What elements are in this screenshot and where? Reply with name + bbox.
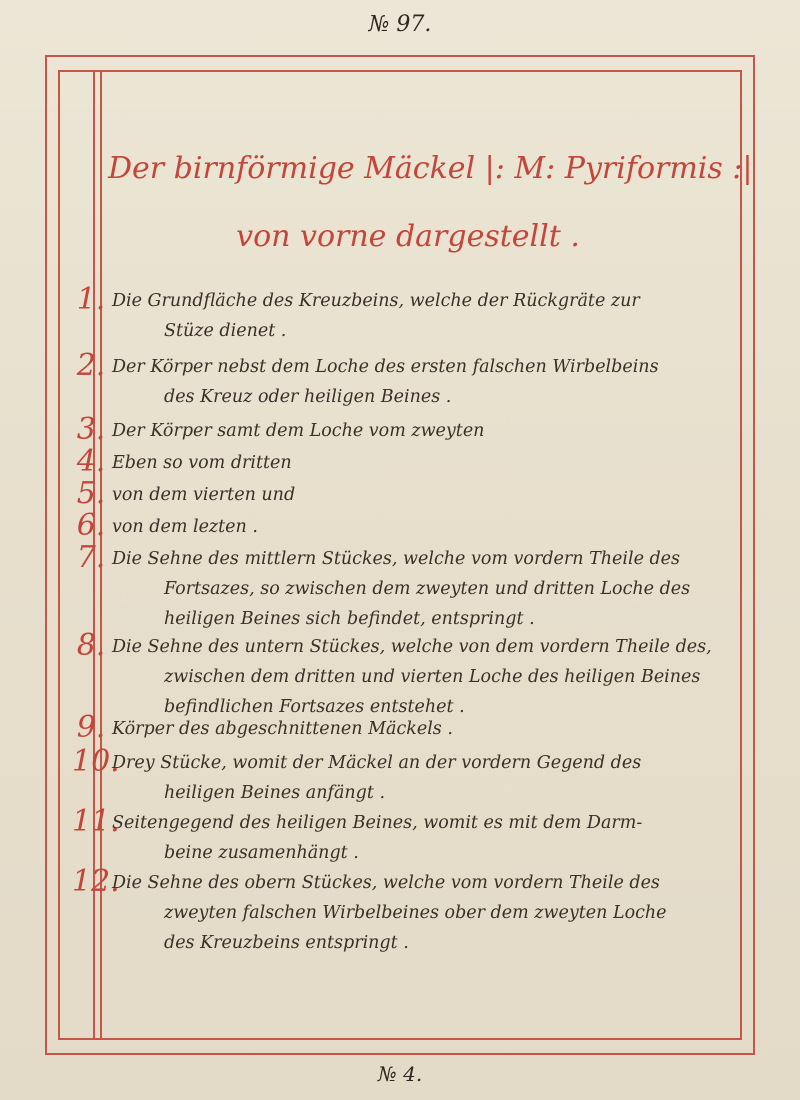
entry-line: Drey Stücke, womit der Mäckel an der vordern Gegend des: [112, 753, 642, 773]
entry-line: Fortsazes, so zwischen dem zweyten und dritten Loche des: [164, 579, 691, 599]
page-number-bottom: № 4.: [377, 1062, 423, 1086]
entry-line: zweyten falschen Wirbelbeines ober dem zweyten Loche: [164, 903, 667, 923]
entry-line: Die Grundfläche des Kreuzbeins, welche der Rückgräte zur: [112, 291, 640, 311]
entry-number-1: 1.: [76, 282, 106, 317]
entry-line: Seitengegend des heiligen Beines, womit es mit dem Darm-: [112, 813, 643, 833]
entry-number-6: 6.: [76, 508, 106, 543]
entry-text-10: [112, 748, 722, 808]
entry-line: Die Sehne des obern Stückes, welche vom vordern Theile des: [112, 873, 660, 893]
entry-line: Die Sehne des mittlern Stückes, welche vom vordern Theile des: [112, 549, 681, 569]
entry-text-9: [112, 714, 722, 744]
entry-number-2: 2.: [76, 348, 106, 383]
entry-line: befindlichen Fortsazes entstehet .: [164, 697, 465, 717]
entry-line: des Kreuz oder heiligen Beines .: [164, 387, 452, 407]
title-line-1: Der birnförmige Mäckel |: M: Pyriformis :|: [108, 151, 753, 186]
entry-number-5: 5.: [76, 476, 106, 511]
entry-text-12: [112, 868, 722, 958]
entry-line: Der Körper samt dem Loche vom zweyten: [112, 421, 485, 441]
entry-text-2: [112, 352, 722, 412]
entry-line: beine zusamenhängt .: [164, 843, 359, 863]
entry-text-3: [112, 416, 722, 446]
title-line-2: von vorne dargestellt .: [236, 219, 580, 254]
page-title: [108, 135, 753, 271]
entry-line: heiligen Beines anfängt .: [164, 783, 386, 803]
entry-number-12: 12.: [72, 864, 120, 899]
entry-text-5: [112, 480, 722, 510]
entry-text-1: [112, 286, 722, 346]
entry-line: Stüze dienet .: [164, 321, 287, 341]
entry-text-4: [112, 448, 722, 478]
entry-line: Eben so vom dritten: [112, 453, 292, 473]
entry-line: des Kreuzbeins entspringt .: [164, 933, 409, 953]
entry-number-7: 7.: [76, 540, 106, 575]
entry-line: von dem vierten und: [112, 485, 296, 505]
entry-text-11: [112, 808, 722, 868]
entry-number-11: 11.: [72, 804, 120, 839]
entry-text-6: [112, 512, 722, 542]
entry-text-7: [112, 544, 722, 634]
entry-line: Körper des abgeschnittenen Mäckels .: [112, 719, 453, 739]
entry-line: von dem lezten .: [112, 517, 258, 537]
entry-line: zwischen dem dritten und vierten Loche des heiligen Beines: [164, 667, 701, 687]
entry-text-8: [112, 632, 722, 722]
entry-number-3: 3.: [76, 412, 106, 447]
entry-line: heiligen Beines sich befindet, entspringt .: [164, 609, 535, 629]
page-number-top: № 97.: [368, 12, 432, 37]
entry-number-9: 9.: [76, 710, 106, 745]
entry-number-8: 8.: [76, 628, 106, 663]
entry-line: Die Sehne des untern Stückes, welche von dem vordern Theile des,: [112, 637, 712, 657]
entry-line: Der Körper nebst dem Loche des ersten falschen Wirbelbeins: [112, 357, 659, 377]
entry-number-4: 4.: [76, 444, 106, 479]
entry-number-10: 10.: [72, 744, 120, 779]
